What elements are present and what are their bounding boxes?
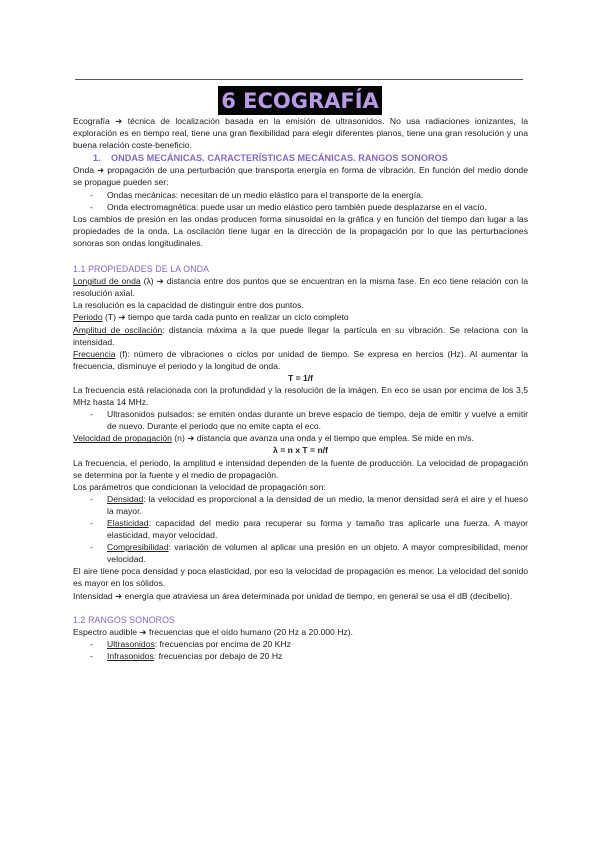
parametros-intro: Los parámetros que condicionan la velocidad de propagación son: <box>73 481 326 492</box>
bullet-dash: - <box>90 201 93 212</box>
subsection-heading: 1.2 RANGOS SONOROS <box>73 614 176 625</box>
section-title: ONDAS MECÁNICAS. CARACTERÍSTICAS MECÁNICAS. RANGOS SONOROS <box>111 153 448 164</box>
list-item <box>73 541 528 565</box>
ultrasonidos-text: : frecuencias por encima de 20 KHz <box>154 638 291 649</box>
bullet-dash: - <box>90 189 93 200</box>
term-elasticidad: Elasticidad <box>107 518 149 528</box>
list-item <box>73 638 528 650</box>
term-frecuencia: Frecuencia <box>73 348 116 359</box>
term-ultrasonidos: Ultrasonidos <box>107 638 155 649</box>
list-item <box>73 189 528 201</box>
subsection-heading: 1.1 PROPIEDADES DE LA ONDA <box>73 264 210 275</box>
periodo-text: (T) ➜ tiempo que tarda cada punto en realizar un ciclo completo <box>102 312 349 323</box>
periodo-paragraph <box>73 311 528 323</box>
list-item <box>73 650 528 662</box>
list-item-text: Ondas mecánicas: necesitan de un medio elástico para el transporte de la energía. <box>107 189 424 200</box>
list-item <box>73 517 528 541</box>
amplitud-paragraph <box>73 324 528 348</box>
page-title: 6 ECOGRAFÍA <box>218 86 382 115</box>
compresibilidad-text: : variación de volumen al aplicar una presión en un objeto. A mayor compresibilidad, menor velocidad. <box>107 542 528 565</box>
document-body <box>73 115 528 662</box>
list-item-text <box>107 650 528 662</box>
intro-paragraph: Ecografía ➜ técnica de localización basada en la emisión de ultrasonidos. No usa radiaciones ionizantes, la exploración es en tiempo real, tiene una gran flexibilidad para elegir diferentes planos, tiene una gran resolución y una buena relación coste-beneficio. <box>73 116 528 151</box>
densidad-text: : la velocidad es proporcional a la densidad de un medio, la menor densidad será el aire y el hueso la mayor. <box>107 493 528 516</box>
term-velocidad: Velocidad de propagación <box>73 433 172 444</box>
section-heading <box>73 152 528 164</box>
list-item-text: Ultrasonidos pulsados: se emiten ondas durante un breve espacio de tiempo, deja de emitir y vuelve a emitir de nuevo. Durante el periodo que no emite capta el eco. <box>107 409 528 432</box>
longitud-text: (λ) ➜ distancia entre dos puntos que se encuentran en la misma fase. En eco tiene relación con la resolución axial. <box>73 276 528 299</box>
list-item-text <box>107 493 528 517</box>
espectro-paragraph: Espectro audible ➜ frecuencias que el oído humano (20 Hz a 20.000 Hz). <box>73 626 353 637</box>
velocidad-text: (n) ➜ distancia que avanza una onda y el tiempo que emplea. Se mide en m/s. <box>171 433 474 444</box>
frecuencia-detail: La frecuencia está relacionada con la profundidad y la resolución de la imágen. En eco se usan por encima de los 3,5 MHz hasta 14 MHz. <box>73 384 528 408</box>
bullet-dash: - <box>90 518 93 528</box>
formula-period: T = 1/f <box>287 372 314 383</box>
list-item <box>73 408 528 432</box>
bullet-dash: - <box>90 638 93 649</box>
bullet-dash: - <box>90 542 93 553</box>
formula-wavelength: λ = n x T = n/f <box>273 445 328 456</box>
header-rule <box>75 79 523 80</box>
bullet-dash: - <box>90 650 93 661</box>
title-wrap <box>0 86 600 115</box>
infrasonidos-text: : frecuencias por debajo de 20 Hz <box>153 650 283 661</box>
term-densidad: Densidad <box>107 493 144 504</box>
longitud-paragraph <box>73 275 528 299</box>
resolucion-paragraph: La resolución es la capacidad de distinguir entre dos puntos. <box>73 300 304 311</box>
factores-paragraph: La frecuencia, el periodo, la amplitud e intensidad dependen de la fuente de producción. La velocidad de propagación se determina por la fuente y el medio de propagación. <box>73 457 528 480</box>
term-amplitud: Amplitud de oscilación <box>73 324 163 335</box>
list-item <box>73 493 528 517</box>
list-item-text: Onda electromagnética: puede usar un medio elástico pero también puede desplazarse en el vacío. <box>107 201 487 212</box>
velocidad-paragraph <box>73 432 528 444</box>
list-item <box>73 201 528 213</box>
list-item-text <box>107 541 528 565</box>
presion-paragraph: Los cambios de presión en las ondas producen forma sinusoidal en la gráfica y en función del tiempo dan lugar a las propiedades de la onda. La oscilación tiene lugar en la dirección de la propagación por lo que las perturbaciones sonoras son ondas longitudinales. <box>73 213 528 248</box>
amplitud-text: : distancia máxima a la que puede llegar la partícula en su vibración. Se relaciona con la intensidad. <box>73 324 528 347</box>
bullet-dash: - <box>90 493 93 504</box>
section-number: 1. <box>93 153 101 164</box>
term-longitud: Longitud de onda <box>73 276 141 287</box>
frecuencia-paragraph <box>73 348 528 372</box>
onda-definition: Onda ➜ propagación de una perturbación que transporta energía en forma de vibración. En función del medio donde se propague pueden ser: <box>73 165 528 188</box>
list-item-text <box>107 638 528 650</box>
aire-paragraph: El aire tiene poca densidad y poca elasticidad, por eso la velocidad de propagación es menor. La velocidad del sonido es mayor en los sólidos. <box>73 566 528 589</box>
spacer <box>73 249 528 263</box>
term-periodo: Periodo <box>73 312 103 323</box>
intensidad-paragraph: Intensidad ➜ energía que atraviesa un área determinada por unidad de tiempo, en general se usa el dB (decibelio). <box>73 590 513 601</box>
frecuencia-text: (f): número de vibraciones o ciclos por unidad de tiempo. Se expresa en hercios (Hz). Al aumentar la frecuencia, disminuye el periodo y la longitud de onda. <box>73 348 528 371</box>
elasticidad-text: : capacidad del medio para recuperar su forma y tamaño tras aplicarle una fuerza. A mayor elasticidad, mayor velocidad. <box>107 518 528 541</box>
list-item-text <box>107 517 528 541</box>
spacer <box>73 602 528 614</box>
term-compresibilidad: Compresibilidad <box>107 542 169 553</box>
term-infrasonidos: Infrasonidos <box>107 650 154 661</box>
bullet-dash: - <box>90 409 93 420</box>
